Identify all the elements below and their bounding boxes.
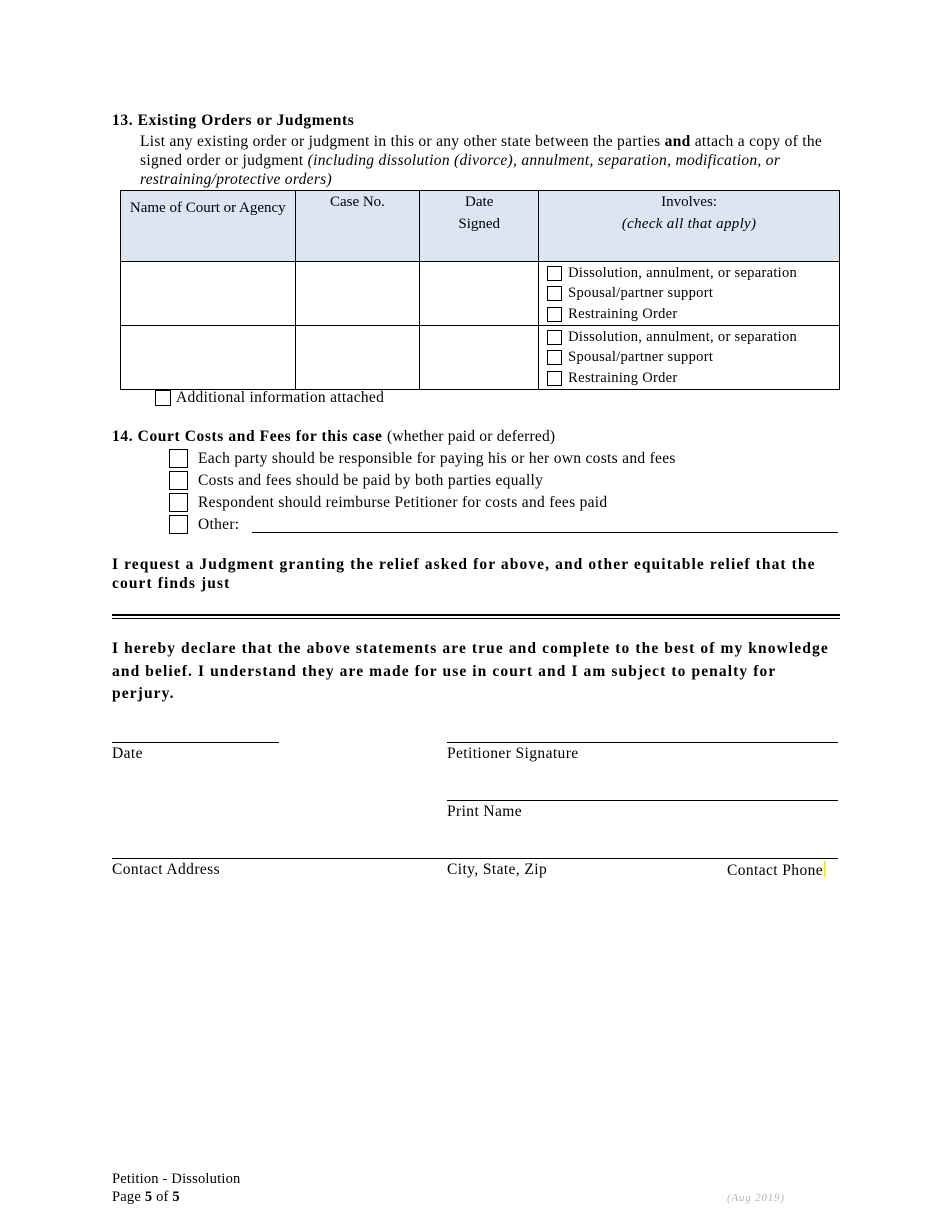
option-label: Restraining Order [568,369,678,386]
additional-info-checkbox[interactable] [155,390,171,406]
option-label: Restraining Order [568,305,678,322]
option-label: Dissolution, annulment, or separation [568,328,798,345]
case-no-cell[interactable] [295,262,420,326]
petitioner-signature-line[interactable] [447,742,838,743]
checkbox[interactable] [547,350,562,365]
involves-option-restraining[interactable] [547,368,839,389]
intro-bold-text: and [664,133,691,150]
section-13-intro [140,132,840,189]
additional-info-option[interactable] [155,389,384,407]
section-14-title-note: (whether paid or deferred) [386,428,556,445]
print-name-label: Print Name [447,803,523,820]
existing-orders-table [120,190,840,390]
section-13-title-text: 13. Existing Orders or Judgments [112,112,355,129]
table-header-row [121,191,840,262]
date-signed-cell[interactable] [420,262,539,326]
cost-option-label: Other: [198,515,240,533]
option-label: Spousal/partner support [568,349,714,366]
court-cell[interactable] [121,262,296,326]
checkbox[interactable] [169,493,188,512]
page-mid: of [152,1189,173,1205]
contact-phone-label-text: Contact Phone [727,862,824,879]
checkbox[interactable] [547,286,562,301]
section-14-title-text: 14. Court Costs and Fees for this case [112,428,383,445]
page-total: 5 [172,1189,180,1205]
case-no-cell[interactable] [295,326,420,390]
intro-text-continued: attach a copy of the signed order or judgment [140,133,823,169]
date-signed-cell[interactable] [420,326,539,390]
involves-option-support[interactable] [547,348,839,369]
cost-option-reimburse[interactable] [169,493,607,512]
table-row [121,262,840,326]
checkbox[interactable] [547,266,562,281]
checkbox[interactable] [169,471,188,490]
cost-option-label: Costs and fees should be paid by both parties equally [198,471,544,489]
checkbox[interactable] [169,449,188,468]
header-date-signed [420,191,539,262]
page-current: 5 [144,1189,153,1205]
page-prefix: Page [112,1189,145,1205]
checkbox[interactable] [547,330,562,345]
checkbox[interactable] [547,371,562,386]
involves-option-dissolution[interactable] [547,263,839,284]
header-involves-note: (check all that apply) [621,216,757,232]
header-date-signed-label: Date Signed [458,194,501,232]
declaration-text: I hereby declare that the above statements are true and complete to the best of my knowledge and belief. I understand they are made for use in court and I am subject to penalty for perjury. [112,640,829,702]
header-involves-label: Involves: [661,194,717,210]
cost-option-label: Each party should be responsible for paying his or her own costs and fees [198,449,676,467]
cost-option-other[interactable] [169,515,239,534]
other-input-line[interactable] [252,532,838,533]
option-label: Spousal/partner support [568,285,714,302]
checkbox[interactable] [547,307,562,322]
cost-option-own[interactable] [169,449,676,468]
intro-italic-text: (including dissolution (divorce), annulment, separation, modification, or restraining/protective orders) [140,152,781,188]
section-13-title [112,112,354,130]
header-court [121,191,296,262]
involves-cell [539,326,840,390]
contact-address-line[interactable] [112,858,838,859]
header-case-no-label: Case No. [329,194,385,210]
court-cell[interactable] [121,326,296,390]
city-state-zip-label: City, State, Zip [447,861,548,878]
involves-option-dissolution[interactable] [547,327,839,348]
footer-page-number [112,1189,180,1206]
text-cursor-marker [824,861,826,877]
option-label: Dissolution, annulment, or separation [568,264,798,281]
additional-info-label: Additional information attached [176,389,385,406]
cost-option-equal[interactable] [169,471,543,490]
table-row [121,326,840,390]
date-label: Date [112,745,143,762]
intro-text: List any existing order or judgment in this or any other state between the parties [140,133,665,150]
checkbox[interactable] [169,515,188,534]
involves-cell [539,262,840,326]
section-divider [112,614,840,619]
cost-option-label: Respondent should reimburse Petitioner for costs and fees paid [198,493,608,511]
header-court-label: Name of Court or Agency [129,200,286,216]
header-involves [539,191,840,262]
section-14-title [112,428,555,446]
contact-phone-label [727,861,826,880]
judgment-request-text: I request a Judgment granting the relief asked for above, and other equitable relief that the court finds just [112,556,816,592]
footer-form-name: Petition - Dissolution [112,1171,241,1187]
contact-address-label: Contact Address [112,861,221,878]
involves-option-support[interactable] [547,284,839,305]
header-case-no [295,191,420,262]
petitioner-signature-label: Petitioner Signature [447,745,579,762]
involves-option-restraining[interactable] [547,304,839,325]
print-name-line[interactable] [447,800,838,801]
date-line[interactable] [112,742,279,743]
revision-date: (Aug 2019) [727,1192,785,1204]
